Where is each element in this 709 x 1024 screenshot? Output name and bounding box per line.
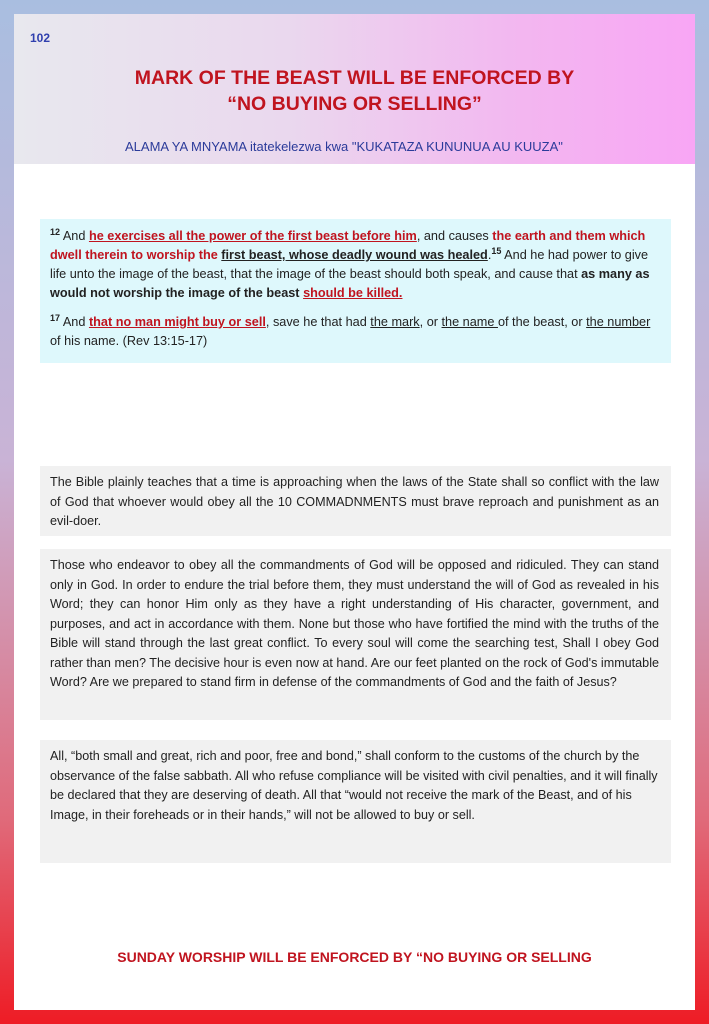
scripture-box bbox=[40, 219, 671, 363]
page-title bbox=[14, 65, 695, 117]
paragraph-box-1 bbox=[40, 466, 671, 536]
verse-number-12: 12 bbox=[50, 226, 61, 237]
verse-emphasis: first beast, whose deadly wound was healed bbox=[221, 248, 488, 262]
paragraph-2: Those who endeavor to obey all the commandments of God will be opposed and ridiculed. They can stand only in God. In order to endure the trial before them, they must understand the will of God as revealed in his Word; they can honor Him only as they have a right understanding of His character, government, and purposes, and act in accordance with them. None but those who have fortified the mind with the truths of the Bible will stand through the last great conflict. To every soul will come the searching test, Shall I obey God rather than men? The decisive hour is even now at hand. Are our feet planted on the rock of God's immutable Word? Are we prepared to stand firm in defense of the commandments of God and the faith of Jesus? bbox=[50, 558, 659, 689]
subtitle: ALAMA YA MNYAMA itatekelezwa kwa "KUKATAZA KUNUNUA AU KUUZA" bbox=[125, 139, 563, 154]
verse-text: And he had power to give life unto the image of the beast, that the image of the beast should both speak, and cause that bbox=[50, 248, 649, 281]
verse-highlight: should be killed. bbox=[303, 286, 403, 300]
footer-caption: SUNDAY WORSHIP WILL BE ENFORCED BY “NO BUYING OR SELLING bbox=[117, 949, 592, 965]
title-line-2: “NO BUYING OR SELLING” bbox=[227, 93, 482, 115]
verse-text: . bbox=[487, 248, 492, 262]
verse-highlight: the earth and them which dwell therein to worship the bbox=[50, 229, 646, 262]
verse-text: , save he that had bbox=[265, 315, 371, 329]
verse-paragraph-1 bbox=[50, 227, 661, 303]
page bbox=[14, 14, 695, 1010]
verse-paragraph-2 bbox=[50, 313, 661, 351]
verse-number-15: 15 bbox=[491, 245, 502, 256]
verse-text: And bbox=[60, 229, 89, 243]
title-line-1: MARK OF THE BEAST WILL BE ENFORCED BY bbox=[134, 67, 575, 89]
paragraph-1: The Bible plainly teaches that a time is approaching when the laws of the State shall so conflict with the law of God that whoever would obey all the 10 COMMADNMENTS must brave reproach and punishment as an evil-doer. bbox=[50, 475, 659, 528]
header-banner bbox=[14, 14, 695, 164]
verse-highlight: that no man might buy or sell bbox=[88, 315, 266, 329]
verse-underline: the number bbox=[586, 315, 651, 329]
paragraph-box-3 bbox=[40, 740, 671, 863]
verse-number-17: 17 bbox=[50, 312, 61, 323]
verse-text: of the beast, or bbox=[497, 315, 587, 329]
verse-emphasis: as many as would not worship the image of the beast bbox=[50, 267, 650, 300]
verse-reference: of his name. (Rev 13:15-17) bbox=[50, 334, 208, 348]
paragraph-box-2 bbox=[40, 549, 671, 720]
verse-text: , or bbox=[419, 315, 442, 329]
verse-text: , and causes bbox=[416, 229, 493, 243]
page-number: 102 bbox=[30, 31, 51, 45]
verse-text: And bbox=[60, 315, 89, 329]
paragraph-3: All, “both small and great, rich and poor, free and bond,” shall conform to the customs of the church by the observance of the false sabbath. All who refuse compliance will be visited with civil penalties, and it will finally be declared that they are deserving of death. All that “would not receive the mark of the Beast, and of his Image, in their foreheads or in their hands,” will not be allowed to buy or sell. bbox=[50, 749, 658, 822]
verse-highlight: he exercises all the power of the first beast before him bbox=[88, 229, 417, 243]
verse-underline: the name bbox=[441, 315, 498, 329]
verse-underline: the mark bbox=[370, 315, 420, 329]
